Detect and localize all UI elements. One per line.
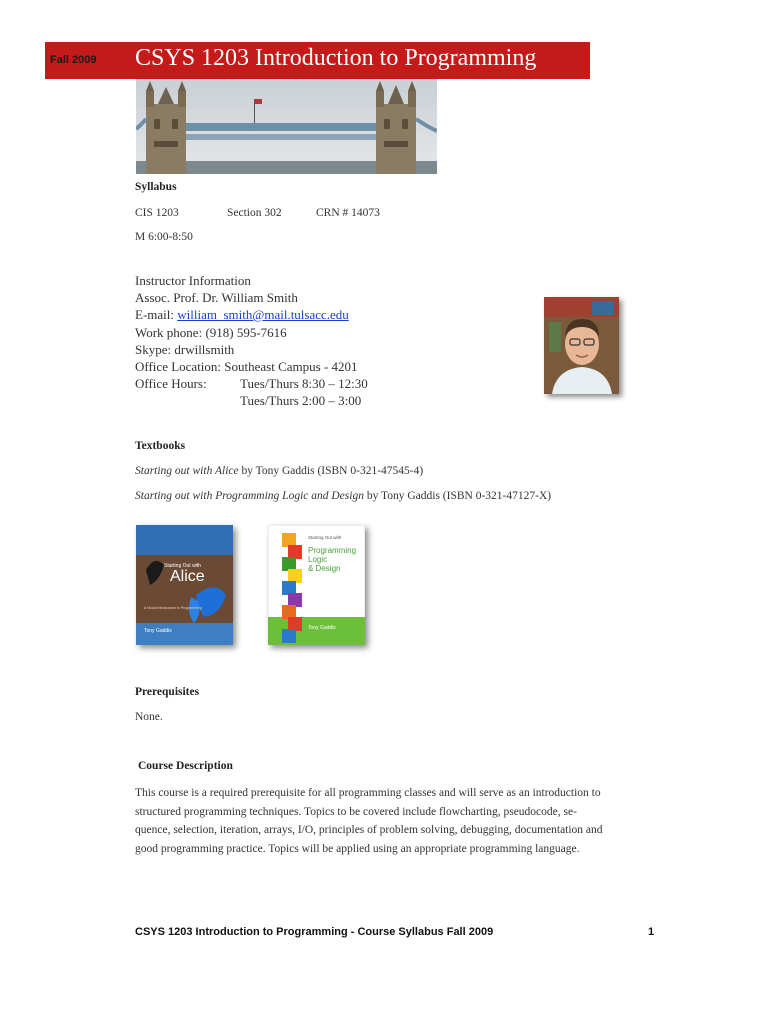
page-number: 1 (648, 926, 655, 938)
work-phone: Work phone: (918) 595-7616 (135, 325, 287, 340)
prerequisites-text: None. (135, 711, 163, 723)
course-description-body (135, 784, 660, 858)
alice-cover-author: Tony Gaddis (144, 628, 172, 634)
office-hours-1: Tues/Thurs 8:30 – 12:30 (240, 376, 368, 391)
section-number: Section 302 (227, 207, 282, 219)
logic-cover-title-1: Programming (308, 546, 357, 555)
tower-bridge-image (136, 79, 437, 174)
alice-cover-title: Alice (170, 568, 205, 585)
textbooks-heading: Textbooks (135, 440, 186, 452)
textbook-2-title: Starting out with Programming Logic and Design (135, 490, 364, 502)
textbook-2 (135, 490, 551, 502)
office-location: Office Location: Southeast Campus - 4201 (135, 359, 358, 374)
prerequisites-heading: Prerequisites (135, 686, 200, 698)
textbook-2-details: by Tony Gaddis (ISBN 0-321-47127-X) (363, 490, 552, 502)
course-title: CSYS 1203 Introduction to Programming (135, 45, 537, 71)
email-row (135, 307, 349, 323)
header-banner (45, 42, 590, 79)
logic-cover-title-2: Logic (308, 555, 328, 564)
logic-cover-author: Tony Gaddis (308, 625, 336, 631)
description-line: good programming practice. Topics will be applied using an appropriate programming language. (135, 842, 580, 855)
semester-label: Fall 2009 (50, 54, 97, 66)
logic-cover-title-3: & Design (308, 564, 341, 573)
course-description-heading: Course Description (138, 760, 233, 772)
course-code: CIS 1203 (135, 207, 179, 219)
email-label: E-mail: (135, 307, 174, 322)
alice-cover-series: Starting Out with (164, 563, 201, 569)
email-link[interactable]: william_smith@mail.tulsacc.edu (177, 307, 349, 322)
instructor-heading: Instructor Information (135, 273, 251, 288)
description-line: This course is a required prerequisite for all programming classes and will serve as an introduction to (135, 787, 601, 799)
alice-cover-subtitle: A Visual Introduction to Programming (144, 606, 202, 610)
office-hours-label: Office Hours: (135, 376, 207, 391)
description-line: structured programming techniques. Topics to be covered include flowcharting, pseudocode, se- (135, 805, 577, 818)
logic-cover-series: Starting Out with (308, 535, 342, 540)
skype-id: Skype: drwillsmith (135, 342, 235, 357)
description-line: quence, selection, iteration, arrays, I/O, principles of problem solving, debugging, documentation and (135, 824, 603, 836)
textbook-1-title: Starting out with Alice (135, 465, 239, 477)
crn-number: CRN # 14073 (316, 207, 380, 219)
textbook-1 (135, 465, 423, 477)
logic-design-book-cover (268, 525, 365, 645)
footer-text: CSYS 1203 Introduction to Programming - Course Syllabus Fall 2009 (135, 926, 494, 938)
class-schedule: M 6:00-8:50 (135, 231, 193, 243)
alice-book-cover (136, 525, 233, 645)
instructor-name: Assoc. Prof. Dr. William Smith (135, 290, 298, 305)
textbook-1-details: by Tony Gaddis (ISBN 0-321-47545-4) (238, 465, 424, 477)
office-hours-2: Tues/Thurs 2:00 – 3:00 (240, 393, 362, 408)
instructor-photo (544, 297, 619, 394)
syllabus-heading: Syllabus (135, 181, 177, 193)
